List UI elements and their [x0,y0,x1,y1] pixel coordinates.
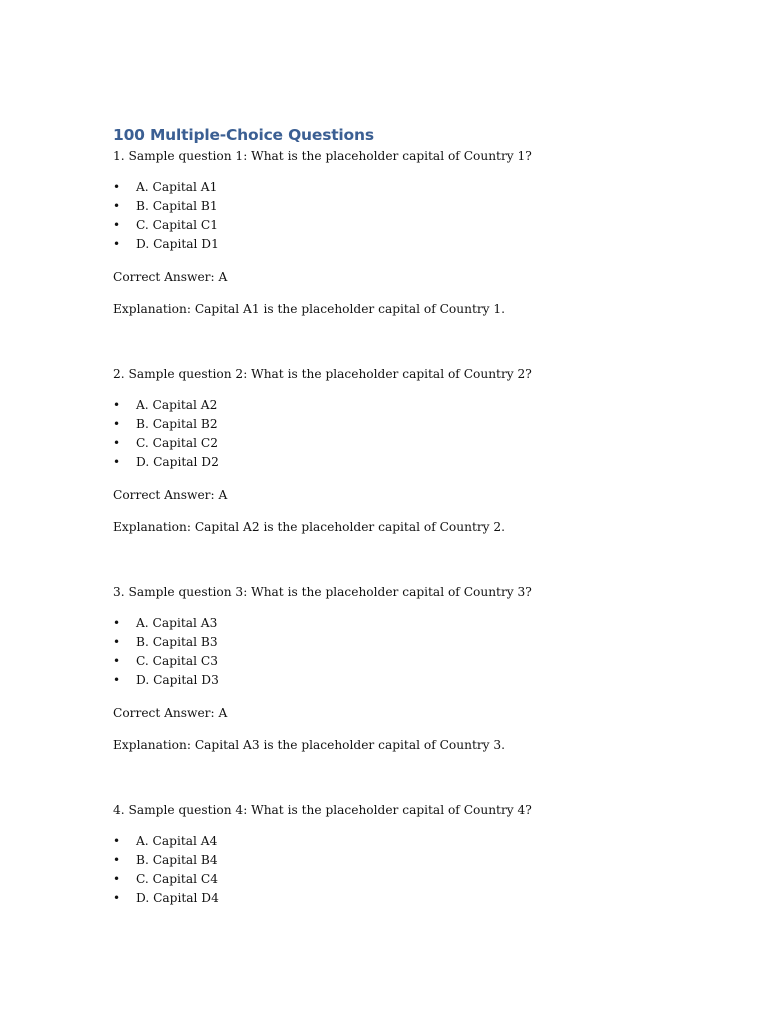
option-item [113,851,673,870]
options-list [113,614,673,690]
option-item [113,197,673,216]
bullet-icon: • [113,398,121,412]
correct-answer: Correct Answer: A [113,270,228,284]
bullet-icon: • [113,218,121,232]
option-item [113,832,673,851]
option-item [113,216,673,235]
document-content [113,124,673,908]
section-gap [113,755,673,800]
question-block-2 [113,364,673,537]
question-text: 1. Sample question 1: What is the placeholder capital of Country 1? [113,149,532,163]
correct-answer: Correct Answer: A [113,706,228,720]
bullet-icon: • [113,180,121,194]
options-list [113,178,673,254]
bullet-icon: • [113,834,121,848]
bullet-icon: • [113,635,121,649]
bullet-icon: • [113,673,121,687]
option-item [113,671,673,690]
option-label: C. Capital C3 [136,654,218,668]
option-item [113,453,673,472]
option-label: D. Capital D1 [136,237,219,251]
question-block-4 [113,800,673,908]
option-item [113,178,673,197]
option-label: B. Capital B3 [136,635,218,649]
option-label: B. Capital B2 [136,417,218,431]
option-item [113,614,673,633]
option-item [113,870,673,889]
option-label: A. Capital A4 [136,834,218,848]
option-label: A. Capital A3 [136,616,218,630]
options-list [113,396,673,472]
option-item [113,434,673,453]
option-label: C. Capital C2 [136,436,218,450]
question-block-3 [113,582,673,755]
bullet-icon: • [113,891,121,905]
bullet-icon: • [113,455,121,469]
option-label: A. Capital A1 [136,180,218,194]
option-label: B. Capital B4 [136,853,218,867]
document-title: 100 Multiple-Choice Questions [113,126,374,144]
option-item [113,396,673,415]
option-label: C. Capital C4 [136,872,218,886]
option-label: D. Capital D2 [136,455,219,469]
question-block-1 [113,146,673,319]
explanation-text: Explanation: Capital A2 is the placeholder capital of Country 2. [113,520,506,534]
bullet-icon: • [113,853,121,867]
option-item [113,633,673,652]
correct-answer: Correct Answer: A [113,488,228,502]
bullet-icon: • [113,417,121,431]
options-list [113,832,673,908]
question-text: 4. Sample question 4: What is the placeholder capital of Country 4? [113,803,532,817]
bullet-icon: • [113,199,121,213]
bullet-icon: • [113,436,121,450]
option-label: A. Capital A2 [136,398,218,412]
option-label: D. Capital D4 [136,891,219,905]
bullet-icon: • [113,616,121,630]
explanation-text: Explanation: Capital A1 is the placeholder capital of Country 1. [113,302,506,316]
option-item [113,415,673,434]
option-item [113,235,673,254]
option-label: B. Capital B1 [136,199,218,213]
option-item [113,652,673,671]
bullet-icon: • [113,654,121,668]
option-label: D. Capital D3 [136,673,219,687]
bullet-icon: • [113,872,121,886]
question-text: 2. Sample question 2: What is the placeholder capital of Country 2? [113,367,532,381]
bullet-icon: • [113,237,121,251]
question-text: 3. Sample question 3: What is the placeholder capital of Country 3? [113,585,532,599]
section-gap [113,537,673,582]
explanation-text: Explanation: Capital A3 is the placeholder capital of Country 3. [113,738,506,752]
section-gap [113,319,673,364]
option-label: C. Capital C1 [136,218,218,232]
option-item [113,889,673,908]
